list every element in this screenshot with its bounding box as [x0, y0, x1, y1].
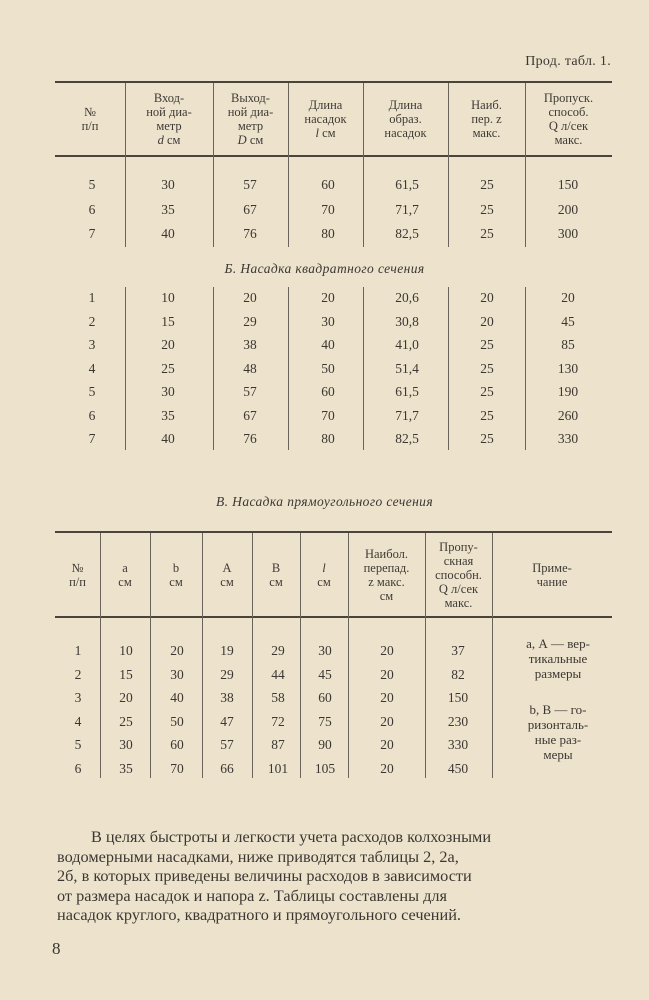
table2-cell: 29 — [271, 643, 285, 658]
table2-cell: 37 — [451, 643, 465, 658]
table1-cell: 50 — [321, 360, 335, 376]
table1-cell: 260 — [557, 407, 579, 423]
table2-cell: 35 — [119, 761, 133, 776]
table1-cell: 76 — [243, 431, 257, 446]
table1-cell: 29 — [243, 313, 257, 329]
table2-cell: 30 — [119, 737, 133, 753]
table2-cell: 6 — [74, 761, 82, 776]
table2-cell: 450 — [447, 761, 469, 776]
table2-cell: 20 — [380, 713, 394, 729]
table1-cell: 7 — [88, 431, 96, 446]
table1-cell: 71,7 — [395, 407, 419, 423]
table1-cell: 60 — [321, 384, 335, 399]
table1-cell: 5 — [88, 384, 96, 399]
table1-cell: 51,4 — [395, 360, 419, 376]
table1-cell: 15 — [161, 313, 175, 329]
table1-cell: 1 — [88, 290, 96, 305]
table1-cell: 76 — [243, 226, 257, 241]
table1-cell: 4 — [88, 360, 96, 376]
table2-header-cell: b см — [169, 561, 183, 589]
table2-cell: 2 — [74, 666, 82, 682]
section-b-title: Б. Насадка квадратного сечения — [224, 261, 425, 276]
table1-cell: 3 — [88, 337, 96, 352]
table1-cell: 25 — [480, 431, 494, 446]
table2-cell: 29 — [220, 666, 234, 682]
table2-cell: 60 — [170, 737, 184, 753]
body-paragraph — [57, 827, 617, 925]
table1-cell: 25 — [480, 407, 494, 423]
table2-cell: 330 — [447, 737, 469, 753]
table1-header-cell: Пропуск. способ. Q л/сек макс. — [543, 91, 594, 147]
continuation-label: Прод. табл. 1. — [525, 54, 611, 69]
table2-cell: 57 — [220, 737, 234, 753]
paragraph-line: 2б, в которых приведены величины расходов в зависимости — [57, 866, 472, 885]
table1-cell: 25 — [480, 226, 494, 241]
paragraph-line: от размера насадок и напора z. Таблицы составлены для — [57, 885, 447, 905]
table2-header-cell: Пропу- скная способн. Q л/сек макс. — [435, 540, 482, 610]
paragraph-line: насадок круглого, квадратного и прямоугольного сечений. — [57, 905, 461, 924]
table2-cell: 58 — [271, 690, 285, 706]
table2-cell: 82 — [451, 666, 465, 682]
table1-cell: 61,5 — [395, 384, 419, 399]
table2-cell: 44 — [271, 666, 285, 682]
table1-cell: 45 — [561, 313, 575, 329]
table1-cell: 2 — [88, 313, 96, 329]
table1-cell: 40 — [321, 337, 335, 352]
table2-header-cell: A см — [220, 561, 234, 589]
table2-cell: 20 — [380, 643, 394, 658]
table1-cell: 82,5 — [395, 226, 419, 241]
table2-cell: 90 — [318, 737, 332, 753]
table2-header-cell: a см — [118, 561, 132, 589]
table1-cell: 130 — [557, 360, 579, 376]
table1-cell: 40 — [161, 226, 175, 241]
table1-cell: 190 — [557, 384, 579, 399]
table1-cell: 25 — [161, 360, 175, 376]
table1-cell: 5 — [88, 177, 96, 192]
page-number: 8 — [52, 939, 61, 958]
table2-cell: 87 — [271, 737, 285, 753]
table1-cell: 38 — [243, 337, 257, 352]
table1-cell: 82,5 — [395, 431, 419, 446]
table1-cell: 25 — [480, 201, 494, 217]
table1-cell: 30 — [161, 384, 175, 399]
table2-cell: 20 — [380, 737, 394, 753]
table2-cell: 3 — [74, 690, 82, 706]
table1-header-cell: Длина образ. насадок — [384, 98, 427, 140]
table1-cell: 30 — [161, 177, 175, 192]
table1-cell: 20 — [321, 290, 335, 305]
table1-cell: 200 — [557, 201, 579, 217]
table2-note: а, А — вер- тикальные размеры — [526, 636, 590, 681]
table1-cell: 57 — [243, 384, 257, 399]
table1-cell: 48 — [243, 360, 257, 376]
table2-header-cell: B см — [269, 561, 283, 589]
table1-cell: 85 — [561, 337, 575, 352]
table2-header-cell: № п/п — [69, 561, 86, 589]
table1-cell: 6 — [88, 407, 96, 423]
table2-cell: 5 — [74, 737, 82, 753]
table2-cell: 30 — [318, 643, 332, 658]
table1-cell: 25 — [480, 360, 494, 376]
table1-header-cell: Выход- ной диа- метр D см — [227, 91, 274, 147]
table1-cell: 30 — [321, 313, 335, 329]
table1-cell: 61,5 — [395, 177, 419, 192]
paragraph-line: В целях быстроты и легкости учета расходов колхозными — [91, 827, 492, 846]
table1-cell: 35 — [161, 407, 175, 423]
table1-cell: 20 — [480, 313, 494, 329]
table1-cell: 70 — [321, 201, 335, 217]
table1-cell: 70 — [321, 407, 335, 423]
table2-cell: 20 — [170, 643, 184, 658]
table1-cell: 7 — [88, 226, 96, 241]
table1-cell: 150 — [557, 177, 579, 192]
table2-cell: 19 — [220, 643, 234, 658]
table2-cell: 101 — [267, 761, 289, 776]
table1-cell: 71,7 — [395, 201, 419, 217]
table1-cell: 6 — [88, 201, 96, 217]
table1-cell: 25 — [480, 337, 494, 352]
table2-cell: 45 — [318, 666, 332, 682]
table1-cell: 40 — [161, 431, 175, 446]
table2-cell: 60 — [318, 690, 332, 706]
table2-cell: 40 — [170, 690, 184, 706]
table1-cell: 20 — [561, 290, 575, 305]
table1-header-cell: Длина насадок l см — [304, 98, 347, 140]
table2-header-cell: Приме- чание — [532, 561, 572, 589]
table2-cell: 1 — [74, 643, 82, 658]
table2-header-cell: l см — [317, 561, 331, 589]
table1-cell: 20 — [243, 290, 257, 305]
table1-cell: 300 — [557, 226, 579, 241]
table1-cell: 80 — [321, 226, 335, 241]
table2-cell: 230 — [447, 713, 469, 729]
table2-cell: 10 — [119, 643, 133, 658]
table2-cell: 20 — [380, 690, 394, 706]
table1-cell: 41,0 — [395, 337, 419, 352]
table1-cell: 35 — [161, 201, 175, 217]
section-c-title: В. Насадка прямоугольного сечения — [215, 494, 434, 509]
paragraph-line: водомерными насадками, ниже приводятся таблицы 2, 2а, — [57, 846, 459, 866]
table1-cell: 20 — [480, 290, 494, 305]
table2-cell: 25 — [119, 713, 133, 729]
table2-cell: 50 — [170, 713, 184, 729]
table2-cell: 20 — [119, 690, 133, 706]
table1-cell: 80 — [321, 431, 335, 446]
table1-cell: 10 — [161, 290, 175, 305]
table2-cell: 4 — [74, 713, 82, 729]
table1-cell: 67 — [243, 407, 257, 423]
table2-cell: 38 — [220, 690, 234, 706]
table1-header-cell: Наиб. пер. z макс. — [471, 98, 502, 140]
table1-cell: 20,6 — [395, 290, 419, 305]
table1-cell: 57 — [243, 177, 257, 192]
table2-cell: 47 — [220, 713, 234, 729]
table2-cell: 72 — [271, 713, 285, 729]
table2-cell: 66 — [220, 761, 234, 776]
table1-cell: 60 — [321, 177, 335, 192]
table2-header-cell: Наибол. перепад. z макс. см — [363, 547, 410, 603]
table1-cell: 20 — [161, 337, 175, 352]
table2-cell: 20 — [380, 666, 394, 682]
table2-note: b, В — го- ризонталь- ные раз- меры — [527, 702, 589, 762]
table2-cell: 30 — [170, 666, 184, 682]
table1-cell: 330 — [557, 431, 579, 446]
table2-cell: 15 — [119, 666, 133, 682]
table2-cell: 105 — [314, 761, 336, 776]
table1-cell: 30,8 — [395, 313, 419, 329]
table2-cell: 75 — [318, 713, 332, 729]
table1-cell: 25 — [480, 384, 494, 399]
table1-cell: 67 — [243, 201, 257, 217]
table2-cell: 150 — [447, 690, 469, 706]
table2-cell: 20 — [380, 761, 394, 776]
table1-cell: 25 — [480, 177, 494, 192]
table1-header-cell: Вход- ной диа- метр d см — [146, 91, 192, 147]
table1-header-cell: № п/п — [81, 105, 99, 133]
table2-cell: 70 — [170, 761, 184, 776]
